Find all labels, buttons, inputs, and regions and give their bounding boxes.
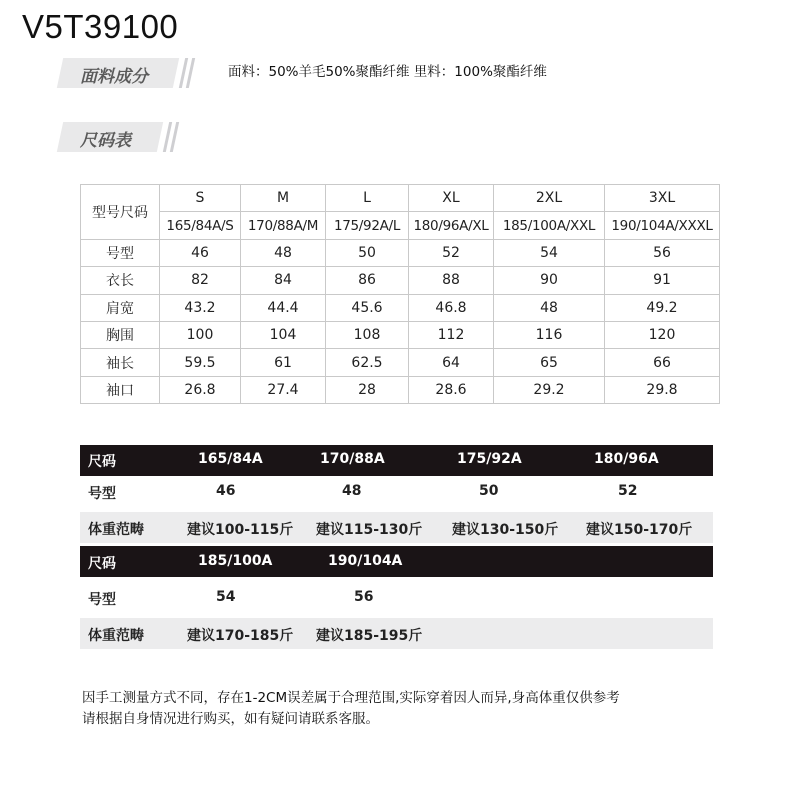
table-cell: 86 [326,267,409,294]
table-cell: 49.2 [605,294,720,321]
size-header-cell: 2XL [494,185,605,212]
size-subheader-cell: 175/92A/L [326,212,409,239]
weight-range-cell: 建议100-115斤 [187,522,294,538]
row-label: 肩宽 [81,294,160,321]
row-label: 号型 [81,239,160,266]
product-code: V5T39100 [22,8,179,45]
size-header-cell: XL [409,185,494,212]
table-cell: 43.2 [160,294,241,321]
table-cell: 29.8 [605,376,720,403]
table-cell: 50 [326,239,409,266]
weight-range-cell: 建议170-185斤 [187,628,294,644]
table-cell: 82 [160,267,241,294]
table-cell: 44.4 [241,294,326,321]
table-cell: 66 [605,349,720,376]
row-label: 袖长 [81,349,160,376]
weight-model-row-2 [80,582,713,613]
size-table-corner: 型号尺码 [81,185,160,240]
weight-size-cell: 180/96A [594,451,659,467]
table-cell: 120 [605,321,720,348]
table-cell: 61 [241,349,326,376]
size-header-cell: S [160,185,241,212]
table-cell: 108 [326,321,409,348]
table-cell: 84 [241,267,326,294]
table-row [81,376,720,403]
table-cell: 88 [409,267,494,294]
table-row [81,349,720,376]
size-subheader-cell: 185/100A/XXL [494,212,605,239]
size-chart-label-tag [56,122,181,152]
size-header-cell: L [326,185,409,212]
table-cell: 48 [494,294,605,321]
table-cell: 59.5 [160,349,241,376]
table-cell: 28.6 [409,376,494,403]
weight-size-cell: 190/104A [328,553,403,569]
weight-model-cell: 52 [618,483,638,499]
size-chart-label: 尺码表 [80,131,131,151]
size-subheader-row [81,212,720,239]
size-subheader-cell: 165/84A/S [160,212,241,239]
weight-size-row-1 [80,445,713,476]
fabric-composition: 面料：50%羊毛50%聚酯纤维 里料：100%聚酯纤维 [228,64,547,80]
weight-size-label: 尺码 [88,454,116,470]
weight-size-row-2 [80,546,713,577]
table-cell: 27.4 [241,376,326,403]
table-cell: 54 [494,239,605,266]
weight-range-cell: 建议185-195斤 [316,628,423,644]
table-cell: 100 [160,321,241,348]
weight-model-cell: 56 [354,589,374,605]
size-subheader-cell: 190/104A/XXXL [605,212,720,239]
weight-size-cell: 170/88A [320,451,385,467]
table-cell: 46.8 [409,294,494,321]
weight-range-cell: 建议130-150斤 [452,522,559,538]
weight-size-cell: 175/92A [457,451,522,467]
weight-model-cell: 50 [479,483,499,499]
weight-range-row-2 [80,618,713,649]
row-label: 衣长 [81,267,160,294]
size-table [80,184,720,404]
weight-model-cell: 48 [342,483,362,499]
size-subheader-cell: 170/88A/M [241,212,326,239]
table-cell: 48 [241,239,326,266]
note-line-1: 因手工测量方式不同，存在1-2CM误差属于合理范围,实际穿着因人而异,身高体重仅供参考 [82,690,620,706]
table-cell: 29.2 [494,376,605,403]
table-row [81,321,720,348]
size-header-cell: M [241,185,326,212]
weight-range-cell: 建议115-130斤 [316,522,423,538]
weight-size-cell: 185/100A [198,553,273,569]
table-cell: 104 [241,321,326,348]
weight-model-label: 号型 [88,486,116,502]
weight-range-label: 体重范畴 [88,522,144,538]
size-header-row [81,185,720,212]
weight-range-cell: 建议150-170斤 [586,522,693,538]
measurement-note [82,688,782,730]
table-cell: 26.8 [160,376,241,403]
weight-model-row-1 [80,476,713,507]
weight-range-label: 体重范畴 [88,628,144,644]
weight-size-cell: 165/84A [198,451,263,467]
fabric-label: 面料成分 [80,67,148,87]
weight-size-label: 尺码 [88,556,116,572]
table-cell: 45.6 [326,294,409,321]
table-cell: 28 [326,376,409,403]
weight-model-cell: 54 [216,589,236,605]
row-label: 胸围 [81,321,160,348]
table-cell: 56 [605,239,720,266]
fabric-label-tag [56,58,181,88]
table-cell: 91 [605,267,720,294]
table-row [81,267,720,294]
table-row [81,239,720,266]
weight-range-row-1 [80,512,713,543]
row-label: 袖口 [81,376,160,403]
weight-model-label: 号型 [88,592,116,608]
table-cell: 112 [409,321,494,348]
size-header-cell: 3XL [605,185,720,212]
table-cell: 116 [494,321,605,348]
size-subheader-cell: 180/96A/XL [409,212,494,239]
table-cell: 62.5 [326,349,409,376]
table-row [81,294,720,321]
table-cell: 64 [409,349,494,376]
table-cell: 52 [409,239,494,266]
table-cell: 65 [494,349,605,376]
table-cell: 46 [160,239,241,266]
note-line-2: 请根据自身情况进行购买，如有疑问请联系客服。 [82,711,379,727]
table-cell: 90 [494,267,605,294]
weight-model-cell: 46 [216,483,236,499]
